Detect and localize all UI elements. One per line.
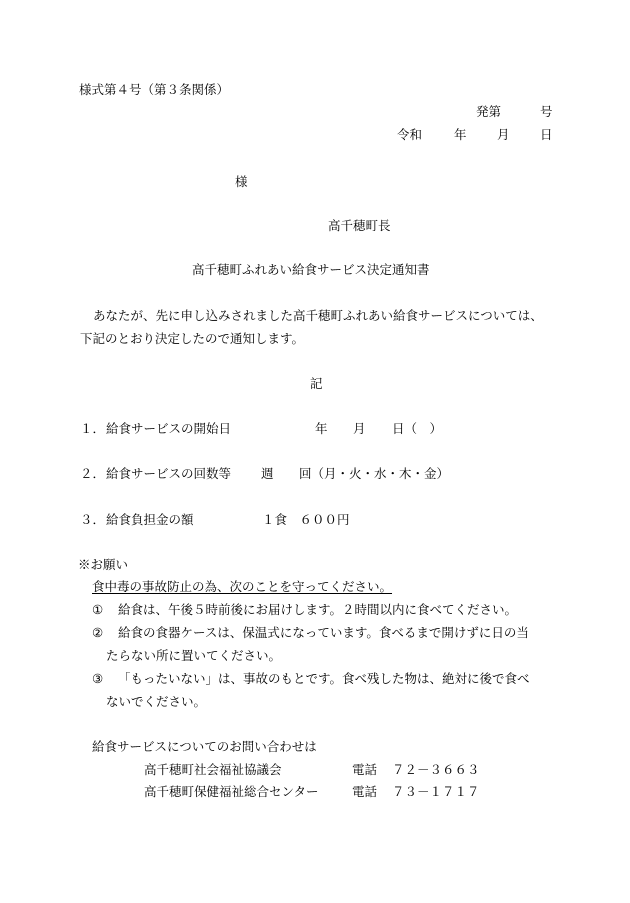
notice-text-3a: 「もったいない」は、事故のもとです。食べ残した物は、絶対に後で食べ — [118, 671, 530, 686]
item-value-week: 週 — [261, 466, 274, 481]
item-number: ２． — [80, 466, 106, 481]
item-number: １． — [80, 421, 106, 436]
item-value-month: 月 — [353, 421, 366, 436]
doc-number-suffix: 号 — [540, 104, 553, 119]
notice-heading: ※お願い — [78, 557, 129, 572]
body-line-1: あなたが、先に申し込みされました高千穂町ふれあい給食サービスについては、 — [93, 308, 543, 323]
item-label: 給食負担金の額 — [106, 512, 194, 527]
contact-phone-label: 電話 — [352, 784, 378, 799]
item-value-amount: １食 ６００円 — [262, 512, 350, 527]
date-month: 月 — [497, 127, 510, 142]
notice-intro: 食中毒の事故防止の為、次のことを守ってください。 — [92, 579, 393, 594]
item-label: 給食サービスの回数等 — [106, 466, 232, 481]
date-year: 年 — [454, 127, 467, 142]
item-value-day: 日（ ） — [392, 421, 443, 436]
ki-heading: 記 — [310, 376, 323, 391]
contact-phone-number: ７２－３６６３ — [392, 762, 480, 777]
body-line-2: 下記のとおり決定したので通知します。 — [80, 331, 305, 346]
notice-text-2b: たらない所に置いてください。 — [106, 648, 282, 663]
date-day: 日 — [540, 127, 553, 142]
notice-mark-2: ② — [92, 625, 104, 640]
addressee-suffix: 様 — [235, 174, 248, 189]
item-label: 給食サービスの開始日 — [106, 421, 232, 436]
item-value-times: 回（月・火・水・木・金） — [299, 466, 450, 481]
document-title: 高千穂町ふれあい給食サービス決定通知書 — [192, 262, 430, 277]
item-value-year: 年 — [315, 421, 328, 436]
form-number: 様式第４号（第３条関係） — [79, 82, 230, 97]
notice-mark-3: ③ — [92, 671, 104, 686]
doc-number-prefix: 発第 — [476, 104, 502, 119]
item-number: ３． — [80, 512, 106, 527]
notice-text-2a: 給食の食器ケースは、保温式になっています。食べるまで開けずに日の当 — [118, 625, 529, 640]
notice-text-3b: ないでください。 — [106, 694, 207, 709]
notice-text-1: 給食は、午後５時前後にお届けします。２時間以内に食べてください。 — [118, 602, 518, 617]
contact-org: 高千穂町保健福祉総合センター — [144, 784, 319, 799]
notice-mark-1: ① — [92, 602, 104, 617]
contact-phone-label: 電話 — [352, 762, 378, 777]
contact-phone-number: ７３－１７１７ — [392, 784, 480, 799]
contact-org: 高千穂町社会福祉協議会 — [144, 762, 282, 777]
contact-heading: 給食サービスについてのお問い合わせは — [92, 739, 317, 754]
date-era: 令和 — [397, 127, 423, 142]
sender: 高千穂町長 — [328, 218, 391, 233]
